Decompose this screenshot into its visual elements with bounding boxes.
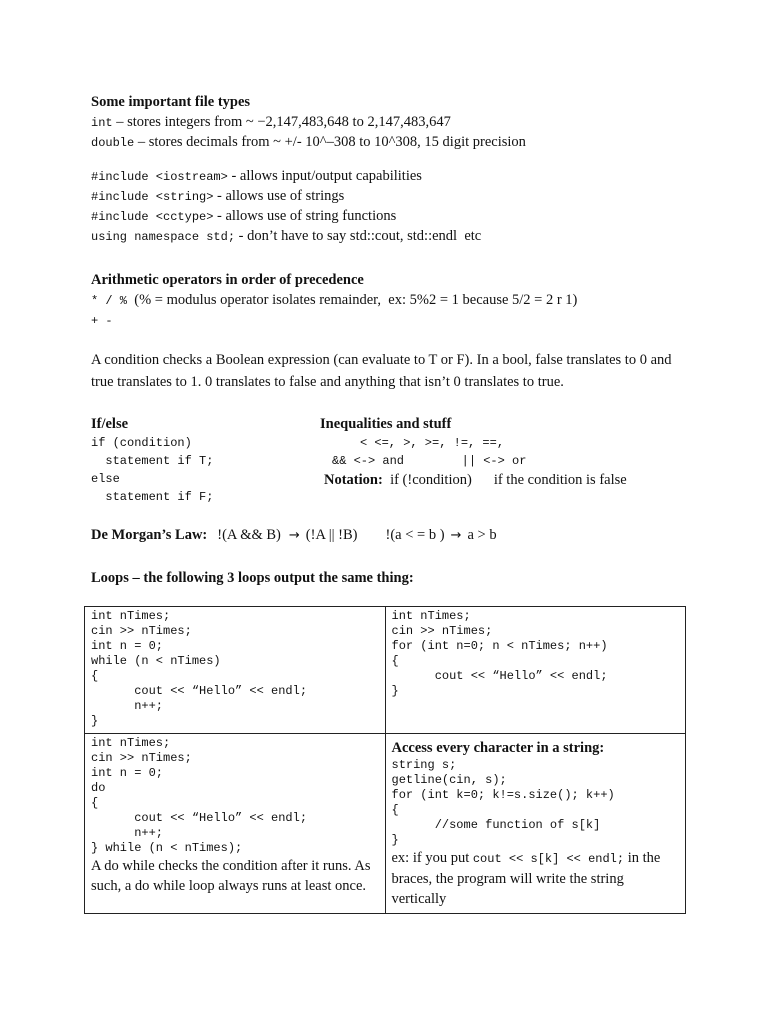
for-loop-code: int nTimes; cin >> nTimes; for (int n=0; n < nTimes; n++) { cout << “Hello” << endl; } bbox=[391, 609, 608, 698]
for-loop-cell bbox=[385, 607, 686, 734]
notation-description: if the condition is false bbox=[493, 472, 627, 488]
modulus-description: (% = modulus operator isolates remainder, ex: 5%2 = 1 because 5/2 = 2 r 1) bbox=[127, 292, 578, 308]
includes-section bbox=[91, 166, 481, 246]
string-access-cell bbox=[385, 734, 686, 914]
int-line bbox=[91, 112, 526, 132]
comparison-operators: < <=, >, >=, !=, ==, bbox=[360, 436, 505, 450]
include-line bbox=[91, 166, 481, 186]
string-note-prefix: ex: if you put bbox=[391, 850, 473, 866]
demorgan-expr-2: (!A || !B) bbox=[305, 527, 358, 543]
include-desc: - allows use of string functions bbox=[213, 208, 397, 224]
ifelse-code-line: statement if F; bbox=[91, 490, 214, 504]
int-keyword: int bbox=[91, 116, 113, 130]
loops-table bbox=[84, 606, 686, 914]
include-line bbox=[91, 206, 481, 226]
string-access-note bbox=[392, 848, 680, 909]
notation-label: Notation: bbox=[324, 472, 383, 488]
include-code: #include <iostream> bbox=[91, 170, 228, 184]
ifelse-section bbox=[91, 414, 213, 506]
demorgan-section bbox=[91, 525, 497, 545]
include-line bbox=[91, 226, 481, 246]
ifelse-heading: If/else bbox=[91, 416, 129, 432]
include-code: using namespace std; bbox=[91, 230, 236, 244]
arithmetic-line-1 bbox=[91, 290, 577, 310]
double-description: – stores decimals from ~ +/- 10^–308 to 10^308, 15 digit precision bbox=[134, 134, 526, 150]
arithmetic-section bbox=[91, 270, 577, 330]
while-loop-code: int nTimes; cin >> nTimes; int n = 0; while (n < nTimes) { cout << “Hello” << endl; n++; } bbox=[91, 609, 308, 728]
arithmetic-ops-2: + - bbox=[91, 314, 113, 328]
include-desc: - allows input/output capabilities bbox=[227, 168, 422, 184]
notation-expression: if (!condition) bbox=[382, 472, 472, 488]
include-code: #include <string> bbox=[91, 190, 214, 204]
file-types-heading: Some important file types bbox=[91, 94, 251, 110]
include-desc: - don’t have to say std::cout, std::endl etc bbox=[235, 228, 482, 244]
notation-line bbox=[320, 470, 627, 490]
dowhile-loop-code: int nTimes; cin >> nTimes; int n = 0; do { cout << “Hello” << endl; n++; } while (n < nTimes); bbox=[91, 736, 308, 855]
demorgan-label: De Morgan’s Law: bbox=[91, 527, 208, 543]
demorgan-expr-1: !(A && B) bbox=[217, 527, 281, 543]
file-types-section bbox=[91, 92, 526, 152]
inequalities-section bbox=[320, 414, 627, 490]
demorgan-expr-3: !(a < = b ) bbox=[385, 527, 445, 543]
string-access-heading: Access every character in a string: bbox=[391, 740, 605, 756]
string-access-code: string s; getline(cin, s); for (int k=0; k!=s.size(); k++) { //some function of s[k] } bbox=[391, 758, 615, 847]
loops-section bbox=[91, 568, 414, 588]
while-loop-cell bbox=[85, 607, 386, 734]
condition-paragraph: A condition checks a Boolean expression (can evaluate to T or F). In a bool, false translates to 0 and true translates to 1. 0 translates to false and anything that isn’t 0 translates to true. bbox=[91, 352, 672, 390]
table-row bbox=[85, 734, 686, 914]
inequalities-heading: Inequalities and stuff bbox=[320, 416, 452, 432]
implies-arrow-icon: → bbox=[288, 528, 300, 543]
implies-arrow-icon: → bbox=[450, 528, 462, 543]
dowhile-note: A do while checks the condition after it runs. As such, a do while loop always runs at least once. bbox=[91, 858, 371, 894]
include-code: #include <cctype> bbox=[91, 210, 214, 224]
double-line bbox=[91, 132, 526, 152]
arithmetic-ops-1: * / % bbox=[91, 294, 128, 308]
include-line bbox=[91, 186, 481, 206]
ifelse-code-line: else bbox=[91, 472, 120, 486]
arithmetic-heading: Arithmetic operators in order of precedence bbox=[91, 272, 364, 288]
double-keyword: double bbox=[91, 136, 135, 150]
dowhile-loop-cell bbox=[85, 734, 386, 914]
string-note-suffix: in the braces, the program will write the string vertically bbox=[391, 850, 661, 907]
table-row bbox=[85, 607, 686, 734]
ifelse-code-line: statement if T; bbox=[91, 454, 214, 468]
demorgan-line bbox=[91, 525, 497, 545]
ifelse-code-line: if (condition) bbox=[91, 436, 192, 450]
include-desc: - allows use of strings bbox=[213, 188, 345, 204]
loops-heading: Loops – the following 3 loops output the same thing: bbox=[91, 570, 414, 586]
demorgan-expr-4: a > b bbox=[467, 527, 497, 543]
string-note-code: cout << s[k] << endl; bbox=[472, 852, 625, 866]
arithmetic-line-2 bbox=[91, 310, 577, 330]
logical-operators: && <-> and || <-> or bbox=[332, 454, 527, 468]
int-description: – stores integers from ~ −2,147,483,648 to 2,147,483,647 bbox=[112, 114, 451, 130]
